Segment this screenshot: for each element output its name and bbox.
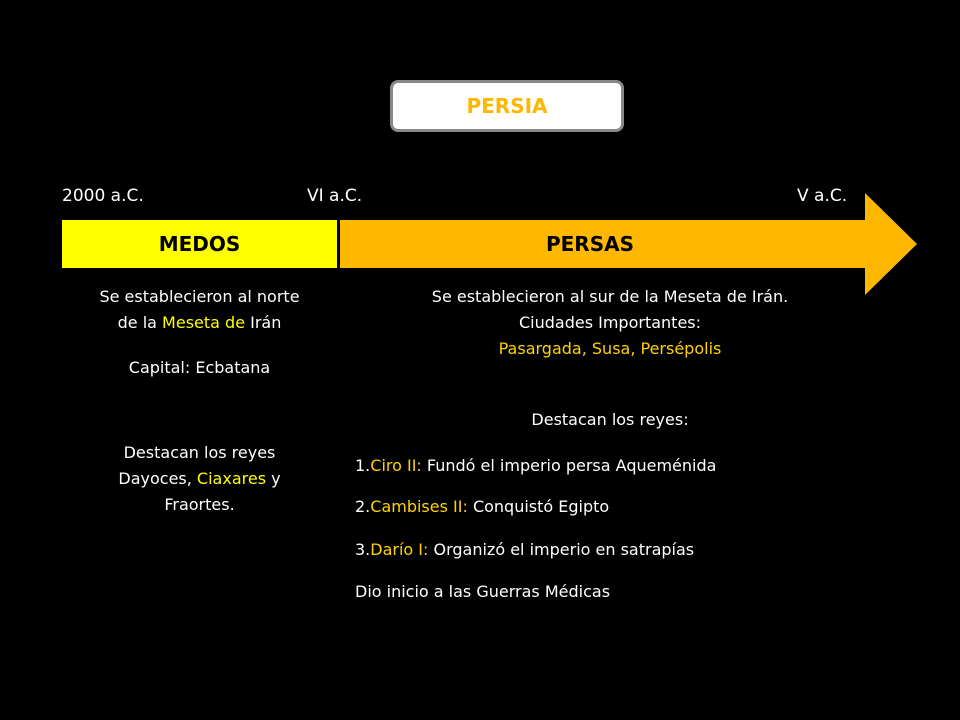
page-title: PERSIA: [466, 94, 548, 118]
medos-kings-line2: Dayoces, Ciaxares y: [118, 469, 281, 488]
medos-capital: Capital: Ecbatana: [128, 358, 271, 377]
medos-label: MEDOS: [158, 232, 241, 256]
persas-cities-label: Ciudades Importantes:: [518, 313, 702, 332]
persas-cities: Pasargada, Susa, Persépolis: [498, 339, 722, 358]
persas-wars: Dio inicio a las Guerras Médicas: [355, 582, 611, 601]
king-item-dario: 3.Darío I: Organizó el imperio en satrapías: [355, 540, 695, 559]
medos-settle-line2: de la Meseta de Irán: [117, 313, 282, 332]
medos-kings: [62, 440, 337, 518]
medos-kings-line3: Fraortes.: [164, 495, 235, 514]
meseta-highlight: Meseta de: [162, 313, 246, 332]
medos-settle-line1: Se establecieron al norte: [99, 287, 300, 306]
date-middle: VI a.C.: [307, 186, 363, 206]
date-start: 2000 a.C.: [62, 186, 144, 206]
king-item-cambises: 2.Cambises II: Conquistó Egipto: [355, 497, 610, 516]
medos-kings-line1: Destacan los reyes: [123, 443, 276, 462]
medos-bar: [62, 220, 337, 268]
persas-settlement: [360, 284, 860, 362]
ciaxares-highlight: Ciaxares: [196, 469, 267, 488]
date-end: V a.C.: [797, 186, 848, 206]
persas-settle: Se establecieron al sur de la Meseta de Irán.: [431, 287, 789, 306]
king-item-ciro: 1.Ciro II: Fundó el imperio persa Aqueménida: [355, 456, 717, 475]
persas-bar: [340, 220, 840, 268]
medos-settlement: [62, 284, 337, 336]
persas-kings-heading: Destacan los reyes:: [531, 410, 689, 429]
persas-label: PERSAS: [545, 232, 634, 256]
